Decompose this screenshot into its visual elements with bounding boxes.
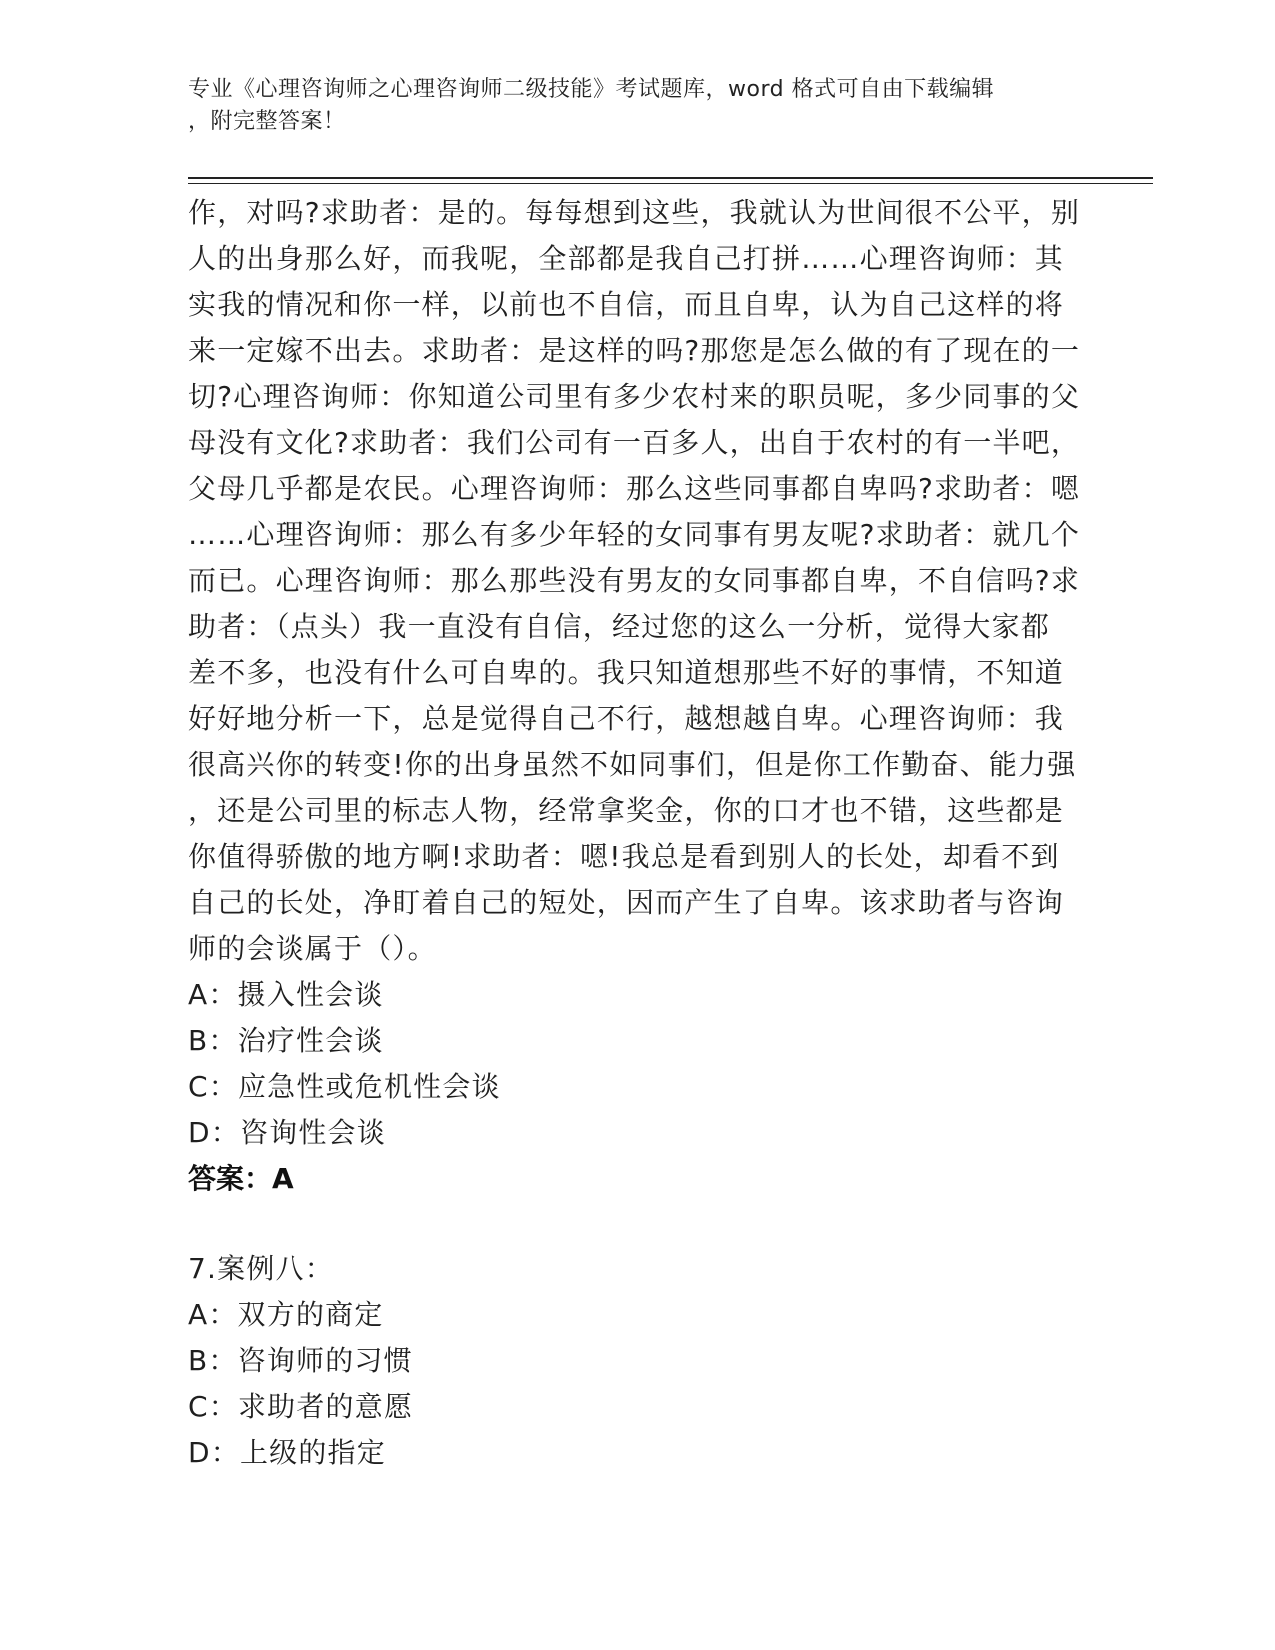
question-text-line: 实我的情况和你一样，以前也不自信，而且自卑，认为自己这样的将 [188,288,1065,321]
header-rule-thick [188,177,1153,179]
option-b: B：咨询师的习惯 [188,1344,413,1377]
option-a: A：摄入性会谈 [188,978,384,1011]
question-text-line: 母没有文化?求助者：我们公司有一百多人，出自于农村的有一半吧， [188,426,1081,459]
question-text-line: 而已。心理咨询师：那么那些没有男友的女同事都自卑，不自信吗?求 [188,564,1081,597]
question-6-options [188,972,1088,1156]
question-text-line: 助者：（点头）我一直没有自信，经过您的这么一分析，觉得大家都 [188,610,1051,643]
question-6-text [188,190,1088,972]
question-7-title: 7.案例八： [188,1252,334,1285]
question-text-line: 你值得骄傲的地方啊!求助者：嗯!我总是看到别人的长处，却看不到 [188,840,1060,873]
question-text-line: ……心理咨询师：那么有多少年轻的女同事有男友呢?求助者：就几个 [188,518,1081,551]
option-d: D：上级的指定 [188,1436,386,1469]
question-text-line: 切?心理咨询师：你知道公司里有多少农村来的职员呢，多少同事的父 [188,380,1081,413]
question-text-line: 自己的长处，净盯着自己的短处，因而产生了自卑。该求助者与咨询 [188,886,1065,919]
option-b: B：治疗性会谈 [188,1024,384,1057]
question-text-line: ，还是公司里的标志人物，经常拿奖金，你的口才也不错，这些都是 [188,794,1065,827]
document-header [188,74,1078,138]
header-line-2: ，附完整答案！ [188,109,346,134]
question-text-line: 好好地分析一下，总是觉得自己不行，越想越自卑。心理咨询师：我 [188,702,1065,735]
page-content [188,190,1088,1476]
question-text-line: 作，对吗?求助者：是的。每每想到这些，我就认为世间很不公平，别 [188,196,1081,229]
option-d: D：咨询性会谈 [188,1116,386,1149]
question-text-line: 父母几乎都是农民。心理咨询师：那么这些同事都自卑吗?求助者：嗯 [188,472,1081,505]
header-line-1: 专业《心理咨询师之心理咨询师二级技能》考试题库，word 格式可自由下载编辑 [188,77,995,102]
question-7 [188,1246,1088,1476]
option-a: A：双方的商定 [188,1298,384,1331]
question-text-line: 很高兴你的转变!你的出身虽然不如同事们，但是你工作勤奋、能力强 [188,748,1077,781]
question-text-line: 人的出身那么好，而我呢，全部都是我自己打拼……心理咨询师：其 [188,242,1065,275]
option-c: C：求助者的意愿 [188,1390,414,1423]
header-rule-thin [188,183,1153,184]
question-text-line: 差不多，也没有什么可自卑的。我只知道想那些不好的事情，不知道 [188,656,1065,689]
question-text-line: 师的会谈属于（）。 [188,932,437,965]
spacer [188,1202,1088,1246]
question-text-line: 来一定嫁不出去。求助者：是这样的吗?那您是怎么做的有了现在的一 [188,334,1081,367]
answer-label: 答案：A [188,1162,294,1195]
option-c: C：应急性或危机性会谈 [188,1070,501,1103]
